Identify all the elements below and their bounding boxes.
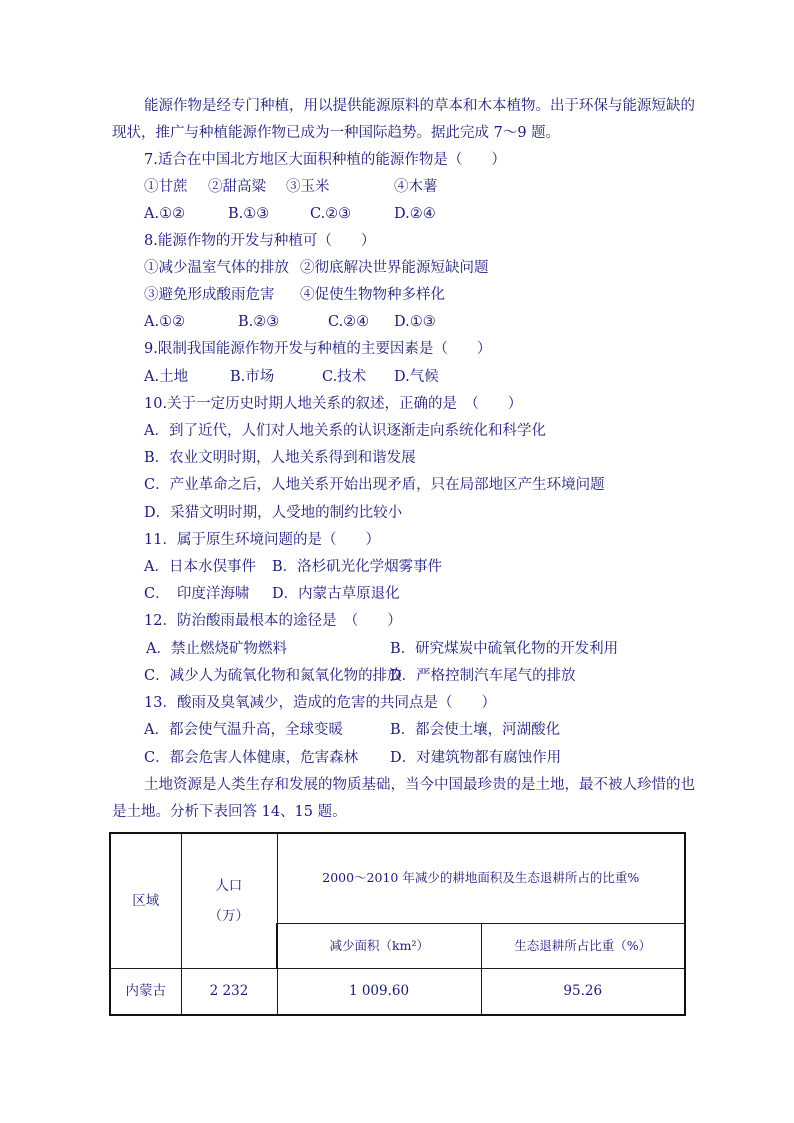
q7-items: [144, 177, 664, 197]
header-population: [181, 833, 277, 968]
q9-options: [144, 367, 664, 387]
q11-options-row-2: [144, 584, 664, 604]
cell-population: 2 232: [181, 968, 277, 1015]
q7-item-4: ④木薯: [394, 179, 438, 195]
q7-option-b: B.①③: [228, 206, 270, 222]
cell-ratio: 95.26: [481, 968, 685, 1015]
q10-option-d: D．采猎文明时期，人受地的制约比较小: [144, 505, 403, 521]
header-population-line-2: （万）: [208, 907, 249, 924]
q12-option-c: C．减少人为硫氧化物和氮氧化物的排放: [144, 668, 402, 684]
q7-item-3: ③玉米: [286, 179, 330, 195]
q11-option-d: D．内蒙古草原退化: [272, 586, 400, 602]
q7-item-1: ①甘蔗: [144, 179, 188, 195]
intro-line-1: 能源作物是经专门种植，用以提供能源原料的草本和木本植物。出于环保与能源短缺的: [144, 98, 695, 114]
q13-option-b: B．都会使土壤，河湖酸化: [390, 722, 561, 738]
q7-item-2: ②甜高粱: [208, 179, 266, 195]
q13-option-d: D．对建筑物都有腐蚀作用: [390, 750, 562, 766]
q9-option-a: A.土地: [144, 369, 189, 385]
header-main: 2000～2010 年减少的耕地面积及生态退耕所占的比重%: [277, 833, 685, 923]
q8-items-row-2: [144, 285, 664, 305]
q10-option-a: A．到了近代，人们对人地关系的认识逐渐走向系统化和科学化: [144, 423, 546, 439]
table-row: [110, 968, 685, 1015]
q11-option-a: A．日本水俣事件: [144, 559, 256, 575]
q8-option-c: C.②④: [328, 314, 370, 330]
q13-options-row-1: [144, 720, 674, 740]
q7-stem: 7.适合在中国北方地区大面积种植的能源作物是（ ）: [144, 152, 506, 168]
q11-option-c: C． 印度洋海啸: [144, 586, 250, 602]
intro-line-2: 现状，推广与种植能源作物已成为一种国际趋势。据此完成 7～9 题。: [112, 125, 561, 141]
q10-option-c: C．产业革命之后，人地关系开始出现矛盾，只在局部地区产生环境问题: [144, 477, 605, 493]
q9-option-b: B.市场: [230, 369, 275, 385]
q8-options: [144, 312, 664, 332]
q12-option-b: B．研究煤炭中硫氧化物的开发利用: [390, 641, 619, 657]
q12-option-d: D．严格控制汽车尾气的排放: [390, 668, 576, 684]
q8-item-4: ④促使生物物种多样化: [300, 287, 445, 303]
land-table: [109, 832, 686, 1016]
q8-items-row-1: [144, 258, 664, 278]
q9-stem: 9.限制我国能源作物开发与种植的主要因素是（ ）: [144, 341, 492, 357]
q12-options-row-1: [146, 639, 676, 659]
q7-options: [144, 204, 664, 224]
q8-item-1: ①减少温室气体的排放: [144, 260, 289, 276]
q7-option-a: A.①②: [144, 206, 186, 222]
header-region: 区域: [110, 833, 181, 968]
q8-option-a: A.①②: [144, 314, 186, 330]
q13-option-a: A．都会使气温升高，全球变暖: [144, 722, 343, 738]
q10-stem: 10.关于一定历史时期人地关系的叙述，正确的是 （ ）: [144, 396, 523, 412]
q8-stem: 8.能源作物的开发与种植可（ ）: [144, 233, 376, 249]
intro2-line-2: 是土地。分析下表回答 14、15 题。: [112, 804, 347, 820]
q8-option-d: D.①③: [394, 314, 436, 330]
cell-region: 内蒙古: [110, 968, 181, 1015]
q9-option-c: C.技术: [322, 369, 367, 385]
q11-stem: 11．属于原生环境问题的是（ ）: [144, 532, 380, 548]
q13-option-c: C．都会危害人体健康，危害森林: [144, 750, 359, 766]
header-ratio: 生态退耕所占比重（%）: [481, 923, 685, 968]
q11-options-row-1: [144, 557, 664, 577]
q12-option-a: A．禁止燃烧矿物燃料: [146, 641, 287, 657]
q8-option-b: B.②③: [238, 314, 280, 330]
q8-item-3: ③避免形成酸雨危害: [144, 287, 275, 303]
q9-option-d: D.气候: [394, 369, 439, 385]
q13-options-row-2: [144, 748, 674, 768]
intro2-line-1: 土地资源是人类生存和发展的物质基础，当今中国最珍贵的是土地，最不被人珍惜的也: [144, 777, 695, 793]
q12-options-row-2: [144, 666, 674, 686]
q12-stem: 12．防治酸雨最根本的途径是 （ ）: [144, 613, 402, 629]
q10-option-b: B．农业文明时期，人地关系得到和谐发展: [144, 450, 416, 466]
cell-area: 1 009.60: [277, 968, 481, 1015]
q8-item-2: ②彻底解决世界能源短缺问题: [300, 260, 489, 276]
q11-option-b: B．洛杉矶光化学烟雾事件: [272, 559, 443, 575]
q7-option-d: D.②④: [394, 206, 436, 222]
q7-option-c: C.②③: [310, 206, 352, 222]
q13-stem: 13．酸雨及臭氧减少，造成的危害的共同点是（ ）: [144, 695, 496, 711]
header-population-line-1: 人口: [215, 877, 243, 894]
header-area: 减少面积（km²）: [277, 923, 481, 968]
